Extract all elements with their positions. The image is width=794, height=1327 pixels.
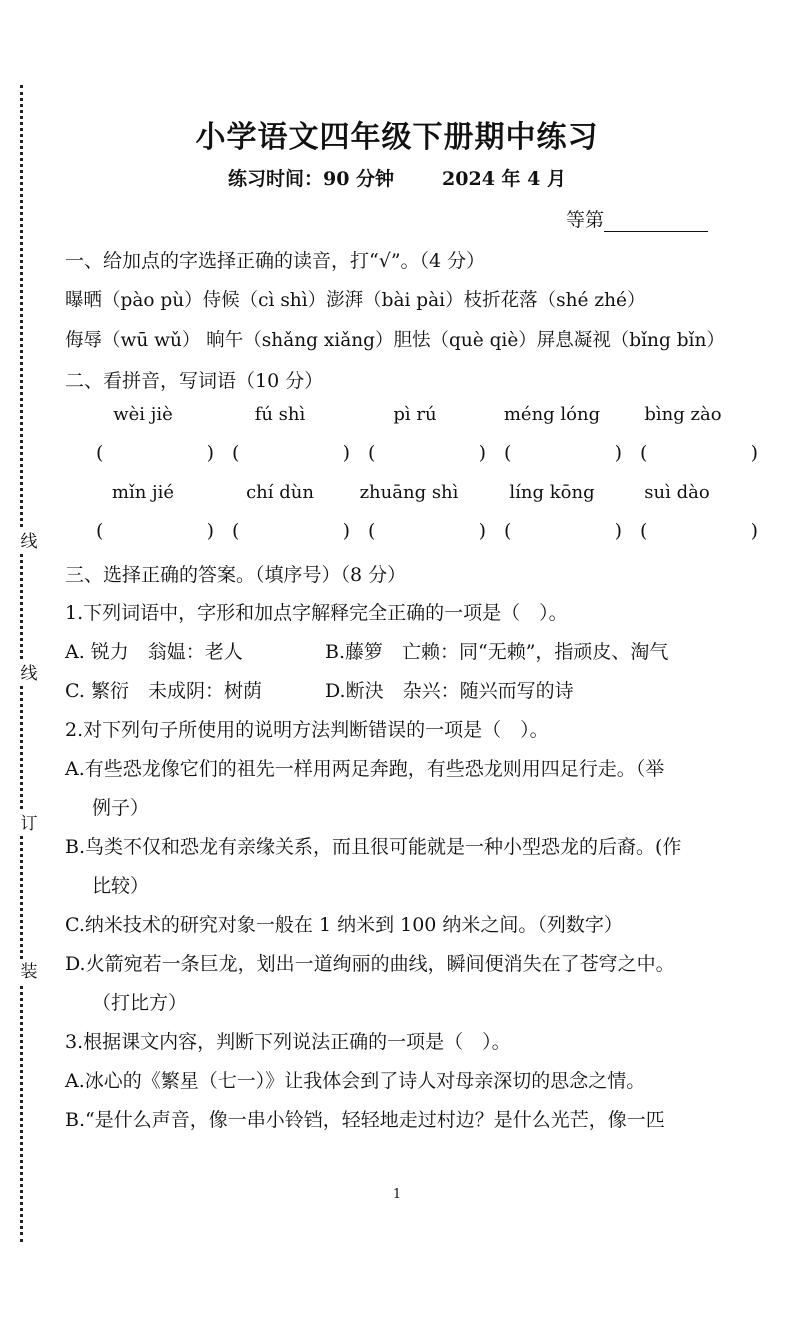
s1-item-5: 侮辱（wū wǔ） xyxy=(65,330,201,351)
pinyin-cell: suì dào xyxy=(644,482,710,503)
binding-char-xian-2: 线 xyxy=(18,662,40,686)
q2-option-b-cont: 比较） xyxy=(92,875,150,897)
s1-item-2: 侍候（cì shì） xyxy=(202,290,327,311)
q2-option-a-cont: 例子） xyxy=(92,797,150,819)
binding-char-ding: 订 xyxy=(18,812,40,836)
q1-stem: 1.下列词语中，字形和加点字解释完全正确的一项是（ ）。 xyxy=(65,602,568,624)
section1-row2 xyxy=(65,326,725,352)
grade-blank[interactable] xyxy=(604,213,708,232)
s1-item-8: 屏息凝视（bǐng bǐn） xyxy=(536,330,725,351)
q2-stem: 2.对下列句子所使用的说明方法判断错误的一项是（ ）。 xyxy=(65,719,549,741)
s1-item-7: 胆怯（què qiè） xyxy=(393,330,537,351)
q2-option-c: C.纳米技术的研究对象一般在 1 纳米到 100 纳米之间。（列数字） xyxy=(65,914,623,936)
page-number: 1 xyxy=(392,1187,402,1202)
section3-heading: 三、选择正确的答案。（填序号）（8 分） xyxy=(65,564,407,586)
exam-info xyxy=(0,164,794,191)
exam-date: 2024 年 4 月 xyxy=(442,168,566,190)
q1-option-a: A. 锐力 翁媪：老人 xyxy=(65,641,243,663)
exam-time: 练习时间：90 分钟 xyxy=(227,168,395,190)
section1-heading: 一、给加点的字选择正确的读音，打“√”。（4 分） xyxy=(65,250,486,272)
grade-label: 等第 xyxy=(566,209,605,231)
grade-field xyxy=(566,205,708,232)
section2-heading: 二、看拼音，写词语（10 分） xyxy=(65,370,324,392)
q2-option-d: D.火箭宛若一条巨龙，划出一道绚丽的曲线，瞬间便消失在了苍穹之中。 xyxy=(65,953,675,975)
section1-row1 xyxy=(65,286,645,312)
s1-item-6: 晌午（shǎng xiǎng） xyxy=(206,330,394,351)
page-title: 小学语文四年级下册期中练习 xyxy=(195,120,599,155)
q2-option-a: A.有些恐龙像它们的祖先一样用两足奔跑，有些恐龙则用四足行走。（举 xyxy=(65,758,665,780)
q1-option-c: C. 繁衍 未成阴：树荫 xyxy=(65,680,262,702)
pinyin-cell: wèi jiè xyxy=(113,404,173,425)
q2-option-d-cont: （打比方） xyxy=(92,992,188,1014)
binding-char-xian-1: 线 xyxy=(18,530,40,554)
pinyin-cell: chí dùn xyxy=(246,482,314,503)
q3-option-a: A.冰心的《繁星（七一）》让我体会到了诗人对母亲深切的思念之情。 xyxy=(65,1070,646,1092)
pinyin-cell: fú shì xyxy=(254,404,306,425)
q1-option-b: B.藤箩 亡赖：同“无赖”，指顽皮、淘气 xyxy=(325,641,669,663)
pinyin-cell: líng kōng xyxy=(509,482,595,503)
pinyin-cell: méng lóng xyxy=(503,404,601,425)
q2-option-b: B.鸟类不仅和恐龙有亲缘关系，而且很可能就是一种小型恐龙的后裔。(作 xyxy=(65,836,682,858)
pinyin-cell: mǐn jié xyxy=(111,482,175,503)
pinyin-cell: zhuāng shì xyxy=(359,482,459,503)
q1-option-d: D.断決 杂兴：随兴而写的诗 xyxy=(325,680,574,702)
s1-item-4: 枝折花落（shé zhé） xyxy=(463,290,646,311)
s1-item-1: 曝晒（pào pù） xyxy=(65,290,203,311)
pinyin-cell: pì rú xyxy=(393,404,437,425)
pinyin-cell: bìng zào xyxy=(644,404,722,425)
s1-item-3: 澎湃（bài pài） xyxy=(326,290,464,311)
binding-char-zhuang: 装 xyxy=(18,960,40,984)
q3-option-b: B.“是什么声音，像一串小铃铛，轻轻地走过村边？是什么光芒，像一匹 xyxy=(65,1109,665,1131)
q3-stem: 3.根据课文内容，判断下列说法正确的一项是（ ）。 xyxy=(65,1031,511,1053)
